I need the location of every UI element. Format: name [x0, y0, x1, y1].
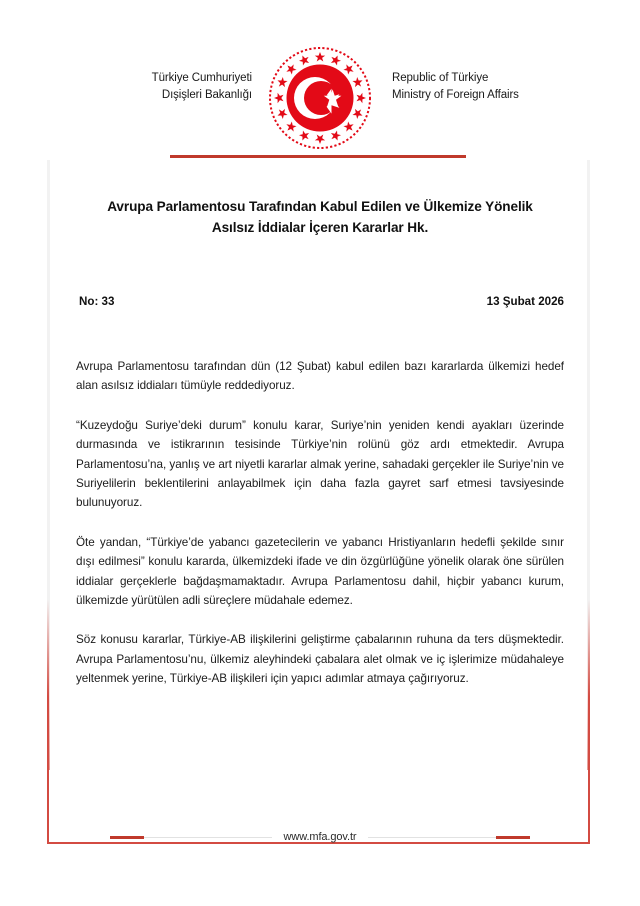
turkish-mfa-emblem-icon: [268, 46, 372, 150]
page-title: [76, 196, 564, 238]
header-turkish-line-1: Türkiye Cumhuriyeti: [151, 72, 252, 84]
body-paragraph: “Kuzeydoğu Suriye’deki durum” konulu karar, Suriye’nin yeniden kendi ayakları üzerinde durmasında ve istikrarının tesisinde Türkiye’nin rolünü göz ardı etmektedir. Avrupa Parlamentosu’na, yanlış ve art niyetli kararlar almak yerine, sahadaki gerçekler ile Suriye’nin ve Suriyelilerin beklentilerini anlayabilmek için daha fazla gayret sarf etmesi tavsiyesinde bulunuyoruz.: [76, 418, 564, 510]
document-header: [0, 44, 640, 144]
page-title-line-1: Avrupa Parlamentosu Tarafından Kabul Edilen ve Ülkemize Yönelik: [107, 199, 533, 214]
document-date: 13 Şubat 2026: [486, 295, 564, 308]
footer-website-url[interactable]: www.mfa.gov.tr: [283, 831, 357, 843]
document-body: [76, 357, 564, 689]
header-title-turkish: [0, 70, 252, 104]
header-divider-rule: [170, 155, 466, 158]
footer-dash-left: [110, 836, 144, 839]
header-turkish-line-2: Dışişleri Bakanlığı: [161, 89, 252, 101]
page-border-left-fade: [47, 160, 50, 770]
footer-dash-right: [496, 836, 530, 839]
body-paragraph: Söz konusu kararlar, Türkiye-AB ilişkilerini geliştirme çabalarının ruhuna da ters düşmektedir. Avrupa Parlamentosu’nu, ülkemiz aleyhindeki çabalara alet olmak ve iç işlerimize müdahaleye yeltenmek yerine, Türkiye-AB ilişkileri için yapıcı adımlar atmaya çağırıyoruz.: [76, 633, 564, 686]
document-number: No: 33: [79, 295, 115, 308]
header-english-line-1: Republic of Türkiye: [392, 72, 489, 84]
document-content: [76, 196, 564, 689]
page-title-line-2: Asılsız İddialar İçeren Kararlar Hk.: [211, 220, 429, 235]
document-footer: [0, 828, 640, 852]
body-paragraph: Öte yandan, “Türkiye’de yabancı gazetecilerin ve yabancı Hristiyanların hedefli şekilde sınır dışı edilmesi” konulu kararda, ülkemizdeki ifade ve din özgürlüğüne yönelik olarak öne sürülen iddialar gerçeklerle bağdaşmamaktadır. Avrupa Parlamentosu dahil, hiçbir yabancı kurum, ülkemizde yürütülen adli süreçlere müdahale edemez.: [76, 535, 564, 608]
header-title-english: [392, 70, 632, 104]
document-meta-row: [76, 295, 564, 313]
body-paragraph: Avrupa Parlamentosu tarafından dün (12 Şubat) kabul edilen bazı kararlarda ülkemizi hedef alan asılsız iddiaları tümüyle reddediyoruz.: [76, 360, 564, 393]
footer-line-right: [368, 837, 496, 838]
page-border-right-fade: [587, 160, 590, 770]
footer-line-left: [144, 837, 272, 838]
header-english-line-2: Ministry of Foreign Affairs: [392, 89, 519, 101]
